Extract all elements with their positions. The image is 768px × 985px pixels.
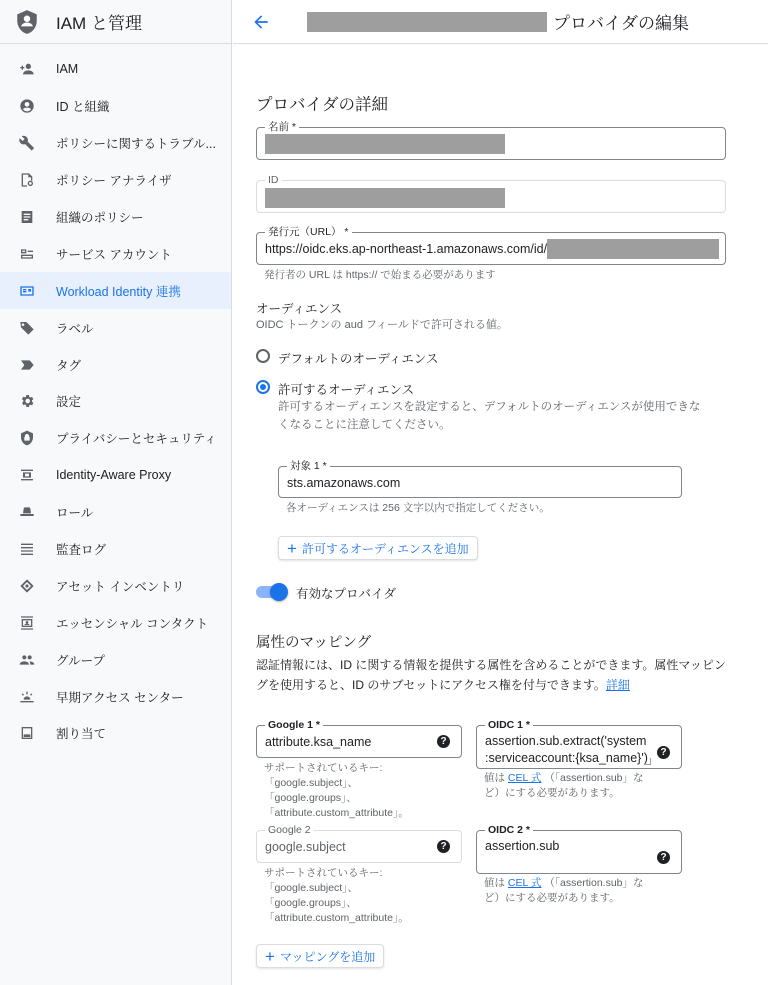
audience-title: オーディエンス (256, 302, 343, 316)
id-card-icon (18, 282, 36, 300)
default-audience-radio[interactable] (256, 349, 270, 363)
section-title-provider-details: プロバイダの詳細 (256, 96, 388, 114)
page-header (233, 0, 768, 44)
audience-1-hint: 各オーディエンスは 256 文字以内で指定してください。 (286, 502, 550, 514)
service-account-icon (18, 245, 36, 263)
sidebar-header (0, 0, 231, 44)
help-icon[interactable]: ? (657, 851, 670, 864)
sidebar-item-asset-inventory[interactable] (0, 567, 231, 604)
mapping-desc-2-line (256, 676, 630, 694)
arrow-back-icon (251, 12, 271, 32)
help-icon[interactable]: ? (437, 840, 450, 853)
hint-line: 「google.groups」、 (264, 792, 357, 804)
account-circle-icon (18, 97, 36, 115)
sidebar-item-workload-identity-federation[interactable] (0, 272, 231, 309)
oidc-1-label: OIDC 1 * (485, 719, 533, 731)
iam-shield-icon (14, 9, 40, 35)
sidebar-item-groups[interactable] (0, 641, 231, 678)
sidebar-item-tags[interactable] (0, 346, 231, 383)
issuer-url-hint: 発行者の URL は https:// で始まる必要があります (264, 269, 496, 281)
sidebar-item-label: 設定 (56, 395, 82, 410)
toggle-thumb (270, 583, 288, 601)
tag-icon (18, 356, 36, 374)
google-2-field[interactable] (256, 824, 462, 863)
enabled-provider-label: 有効なプロバイダ (296, 587, 397, 601)
sidebar-item-essential-contacts[interactable] (0, 604, 231, 641)
sidebar-item-org-policies[interactable] (0, 199, 231, 236)
google-2-hint (264, 866, 409, 926)
audience-description: OIDC トークンの aud フィールドで許可される値。 (256, 319, 508, 331)
proxy-icon (18, 466, 36, 484)
contact-icon (18, 614, 36, 632)
redacted-provider-name (307, 12, 547, 32)
sidebar-item-label: 早期アクセス センター (56, 690, 184, 705)
issuer-url-field-label: 発行元（URL） * (265, 226, 352, 238)
oidc-1-field[interactable] (476, 719, 682, 769)
mapping-learn-more-link[interactable]: 詳細 (605, 678, 630, 692)
redacted-issuer-id (547, 239, 719, 259)
gear-icon (18, 392, 36, 410)
hint-text: （「assertion.sub」な (544, 877, 644, 889)
mapping-desc-1: 認証情報には、ID に関する情報を提供する属性を含めることができます。属性マッピン (256, 658, 726, 672)
sidebar-item-policy-analyzer[interactable] (0, 162, 231, 199)
cel-expression-link[interactable]: CEL 式 (507, 877, 542, 889)
oidc-1-value-line-2: :serviceaccount:{ksa_name}') (485, 751, 648, 765)
sidebar-item-policy-troubleshooter[interactable] (0, 125, 231, 162)
help-icon[interactable]: ? (657, 746, 670, 759)
google-1-hint (264, 761, 409, 821)
hint-line: ど）にする必要があります。 (484, 787, 620, 799)
sunrise-icon (18, 688, 36, 706)
sidebar (0, 0, 232, 985)
sidebar-item-label: ロール (56, 506, 94, 521)
redacted-id-value (265, 188, 505, 208)
allowed-audience-radio[interactable] (256, 380, 270, 394)
hat-icon (18, 503, 36, 521)
diamond-icon (18, 577, 36, 595)
hint-text: 値は (484, 772, 505, 784)
name-field[interactable] (256, 121, 726, 160)
sidebar-item-label: 組織のポリシー (56, 211, 144, 225)
oidc-2-label: OIDC 2 * (485, 824, 533, 836)
sidebar-item-label: プライバシーとセキュリティ (56, 432, 217, 447)
sidebar-item-service-accounts[interactable] (0, 235, 231, 272)
sidebar-item-label: アセット インベントリ (56, 579, 185, 594)
wrench-icon (18, 134, 36, 152)
sidebar-item-label: タグ (56, 358, 82, 373)
hint-line: 「google.subject」、 (264, 777, 358, 789)
add-mapping-button[interactable] (256, 944, 384, 968)
oidc-2-value: assertion.sub (485, 839, 560, 853)
sidebar-item-quotas[interactable] (0, 715, 231, 752)
sidebar-nav (0, 51, 231, 752)
back-button[interactable] (249, 10, 273, 34)
article-icon (18, 208, 36, 226)
add-mapping-label: マッピングを追加 (279, 949, 376, 964)
help-icon[interactable]: ? (437, 735, 450, 748)
hint-line (484, 876, 644, 891)
attribute-mapping-title: 属性のマッピング (256, 635, 372, 651)
sidebar-item-label: エッセンシャル コンタクト (56, 616, 209, 631)
id-field-label: ID (265, 174, 282, 186)
sidebar-item-label: サービス アカウント (56, 247, 172, 262)
google-1-label: Google 1 * (265, 719, 323, 731)
sidebar-item-label: ポリシーに関するトラブル... (56, 137, 216, 152)
google-1-value: attribute.ksa_name (265, 735, 372, 749)
group-icon (18, 651, 36, 669)
oidc-2-hint (484, 876, 644, 906)
page-title: プロバイダの編集 (553, 14, 689, 33)
quota-icon (18, 724, 36, 742)
plus-icon: + (265, 946, 275, 966)
sidebar-item-label: ラベル (56, 321, 94, 336)
sidebar-item-label: グループ (56, 653, 106, 668)
sidebar-item-label: IAM (56, 62, 79, 77)
label-icon (18, 319, 36, 337)
google-2-placeholder: google.subject (265, 840, 346, 854)
sidebar-item-early-access-center[interactable] (0, 678, 231, 715)
sidebar-item-labels[interactable] (0, 309, 231, 346)
cel-expression-link[interactable]: CEL 式 (507, 772, 542, 784)
mapping-desc-2: グを使用すると、ID のサブセットにアクセス権を付与できます。 (256, 678, 606, 692)
sidebar-title: IAM と管理 (56, 14, 142, 33)
sidebar-item-privacy-security[interactable] (0, 420, 231, 457)
sidebar-item-label: 監査ログ (56, 543, 107, 558)
shield-icon (18, 429, 36, 447)
add-allowed-audience-button[interactable] (278, 536, 478, 560)
sidebar-item-identity-aware-proxy[interactable] (0, 457, 231, 494)
hint-line: 「attribute.custom_attribute」。 (264, 912, 409, 924)
enabled-provider-toggle[interactable] (256, 583, 290, 601)
sidebar-item-audit-logs[interactable] (0, 531, 231, 568)
allowed-audience-desc-2: くなることに注意してください。 (278, 419, 451, 431)
hint-line: 「google.groups」、 (264, 897, 357, 909)
sidebar-item-identity-organization[interactable] (0, 88, 231, 125)
sidebar-item-label: ID と組織 (56, 100, 110, 115)
oidc-1-hint (484, 771, 644, 801)
issuer-url-field[interactable] (256, 226, 726, 265)
hint-line: 「attribute.custom_attribute」。 (264, 807, 409, 819)
audience-1-field[interactable] (278, 460, 682, 498)
redacted-name-value (265, 134, 505, 154)
google-1-field[interactable] (256, 719, 462, 758)
sidebar-item-label: Identity-Aware Proxy (56, 468, 172, 483)
hint-line (484, 771, 644, 786)
sidebar-item-label: ポリシー アナライザ (56, 174, 172, 189)
list-icon (18, 540, 36, 558)
sidebar-item-label: 割り当て (56, 727, 107, 742)
allowed-audience-desc-1: 許可するオーディエンスを設定すると、デフォルトのオーディエンスが使用できな (278, 401, 701, 413)
hint-text: 値は (484, 877, 505, 889)
google-2-label: Google 2 (265, 824, 314, 836)
hint-line: サポートされているキー: (264, 762, 383, 774)
allowed-audience-label: 許可するオーディエンス (278, 383, 415, 397)
sidebar-item-label: Workload Identity 連携 (56, 284, 181, 299)
sidebar-item-iam[interactable] (0, 51, 231, 88)
hint-line: ど）にする必要があります。 (484, 892, 620, 904)
default-audience-label: デフォルトのオーディエンス (278, 352, 439, 366)
hint-line: サポートされているキー: (264, 867, 383, 879)
plus-icon: + (287, 538, 297, 558)
name-field-label: 名前 * (265, 121, 299, 133)
audience-1-label: 対象 1 * (287, 460, 330, 472)
resize-handle-icon[interactable] (644, 758, 651, 765)
hint-line: 「google.subject」、 (264, 882, 358, 894)
id-field (256, 174, 726, 213)
document-search-icon (18, 171, 36, 189)
oidc-2-field[interactable] (476, 824, 682, 874)
audience-1-value: sts.amazonaws.com (287, 476, 401, 490)
oidc-1-value-line-1: assertion.sub.extract('system (485, 734, 647, 748)
sidebar-item-roles[interactable] (0, 494, 231, 531)
add-allowed-audience-label: 許可するオーディエンスを追加 (301, 541, 469, 556)
person-add-icon (18, 60, 36, 78)
sidebar-item-settings[interactable] (0, 383, 231, 420)
issuer-url-value: https://oidc.eks.ap-northeast-1.amazonaws.com/id/ (265, 242, 548, 256)
hint-text: （「assertion.sub」な (544, 772, 644, 784)
